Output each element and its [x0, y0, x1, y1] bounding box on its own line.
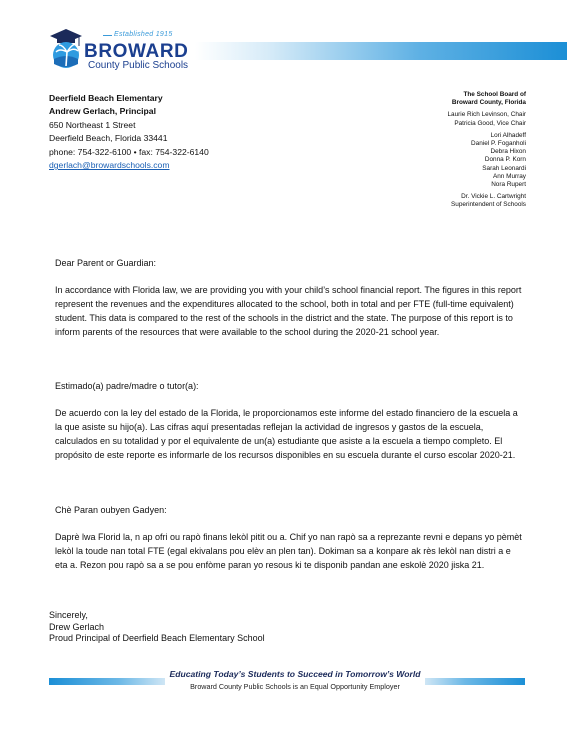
board-title-2: Broward County, Florida	[451, 99, 526, 107]
footer-eeo-statement: Broward County Public Schools is an Equal Opportunity Employer	[190, 682, 400, 691]
footer-bar-left	[49, 678, 165, 685]
board-member: Debra Hixon	[490, 148, 526, 156]
board-vice-chair: Patricia Good, Vice Chair	[454, 119, 526, 127]
header-gradient-band	[195, 42, 567, 60]
logo-established: Established 1915	[114, 31, 173, 38]
board-member: Donna P. Korn	[484, 156, 526, 164]
footer-bar-right	[425, 678, 525, 685]
body-spanish: De acuerdo con la ley del estado de la Florida, le proporcionamos este informe del estado financiero de la escuela a la que asiste su hijo(a). Las cifras aquí presentadas reflejan la actividad de ingresos y gastos de la escuela, calculados en su totalidad y por el equivalente de un(a) estudiante que asiste a la escuela a tiempo completo. El propósito de este reporte es informarle de los recursos disponibles en su escuela durante el curso escolar 2020-21.	[55, 408, 518, 460]
board-member: Daniel P. Foganholi	[471, 140, 526, 148]
school-city: Deerfield Beach, Florida 33441	[49, 133, 168, 144]
principal-name: Andrew Gerlach, Principal	[49, 106, 156, 117]
board-member: Ann Murray	[492, 172, 526, 180]
school-phone-fax: phone: 754-322-6100 • fax: 754-322-6140	[49, 146, 209, 157]
logo-rule	[103, 35, 112, 36]
principal-email-link[interactable]: dgerlach@browardschools.com	[49, 160, 170, 171]
greeting-spanish: Estimado(a) padre/madre o tutor(a):	[55, 381, 199, 391]
board-member: Sarah Leonardi	[482, 164, 526, 172]
superintendent-title: Superintendent of Schools	[451, 201, 526, 209]
body-english: In accordance with Florida law, we are providing you with your child’s school financial report. The figures in this report represent the revenues and the expenditures allocated to the school, both in total and per FTE (full-time equivalent) student. This data is compared to the rest of the schools in the district and the state. The purpose of this report is to inform parents of the resources that were available to the school during the 2020-21 school year.	[55, 285, 522, 337]
graduation-cap-palm-icon	[48, 28, 84, 72]
school-name: Deerfield Beach Elementary	[49, 93, 163, 103]
school-board-list	[390, 91, 526, 210]
greeting-english: Dear Parent or Guardian:	[55, 258, 157, 268]
signer-name: Drew Gerlach	[49, 621, 105, 632]
logo-wordmark: BROWARD	[84, 41, 189, 62]
signature-block	[49, 610, 265, 645]
body-haitian-creole: Daprè lwa Florid la, n ap ofri ou rapò finans lekòl pitit ou a. Chif yo nan rapò sa a reprezante revni e depans yo pèmèt lekòl la toude nan total FTE (egal ekivalans pou elèv an plen tan). Dokiman sa a konpare ak rès lekòl nan distri a e eta a. Rezon pou rapò sa a se pou enfòme paran yo resous ki te disponib pandan ane eskolè 2020 jiska 21.	[55, 532, 522, 570]
greeting-haitian-creole: Chè Paran oubyen Gadyen:	[55, 505, 167, 515]
school-contact	[49, 92, 209, 172]
closing: Sincerely,	[49, 610, 88, 620]
board-chair: Laurie Rich Levinson, Chair	[447, 111, 526, 119]
signer-title: Proud Principal of Deerfield Beach Elementary School	[49, 633, 265, 643]
school-street: 650 Northeast 1 Street	[49, 119, 136, 130]
board-member: Lori Alhadeff	[490, 131, 526, 139]
board-title-1: The School Board of	[463, 91, 526, 98]
logo-subtitle: County Public Schools	[88, 60, 189, 71]
board-member: Nora Rupert	[491, 181, 526, 189]
superintendent-name: Dr. Vickie L. Cartwright	[461, 193, 526, 201]
footer-tagline: Educating Today’s Students to Succeed in Tomorrow’s World	[169, 669, 421, 679]
